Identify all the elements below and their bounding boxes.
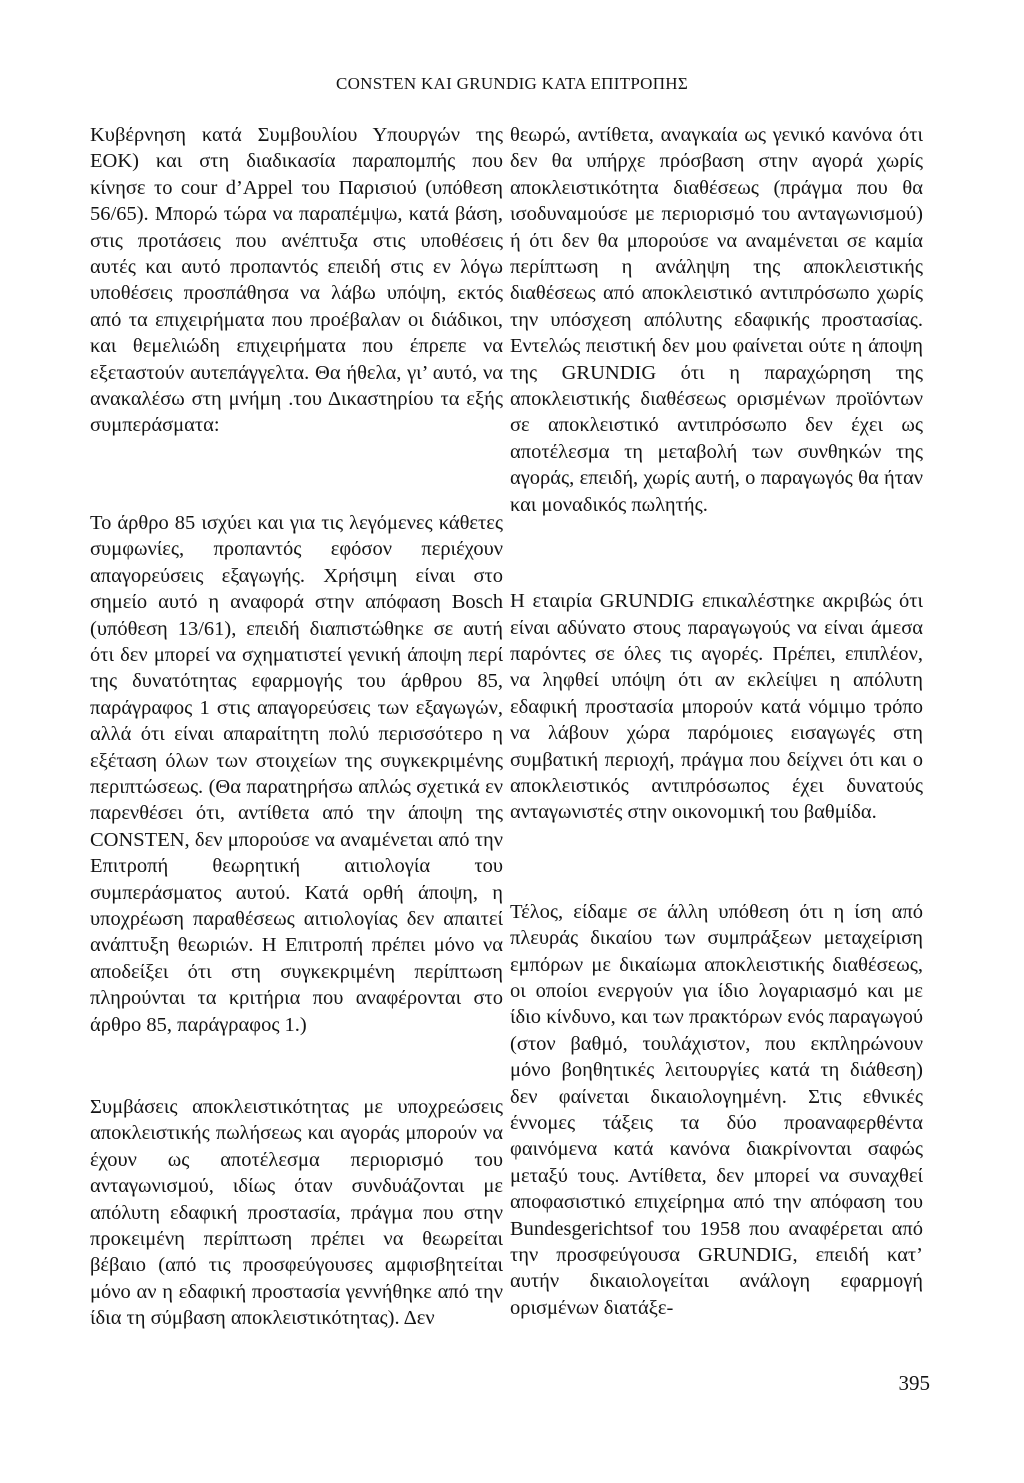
paragraph: Κυβέρνηση κατά Συμβουλίου Υπουργών της ΕΟΚ) και στη διαδικασία παραπομπής που κίνησε το cour d’Appel του Παρισιού (υπόθεση 56/65). Μπορώ τώρα να παραπέμψω, κατά βάση, στις προτάσεις που ανέπτυξα στις υποθέσεις αυτές και αυτό προπαντός επειδή στις εν λόγω υποθέσεις προσπάθησα να λάβω υπόψη, εκτός από τα επιχειρήματα που προέβαλαν οι διάδικοι, και θεμελιώδη επιχειρήματα που έπρεπε να εξεταστούν αυτεπάγγελτα. Θα ήθελα, γι’ αυτό, να ανακαλέσω στη μνήμη .του Δικαστηρίου τα εξής συμπεράσματα: <box>90 124 503 437</box>
paragraph: Το άρθρο 85 ισχύει και για τις λεγόμενες κάθετες συμφωνίες, προπαντός εφόσον περιέχουν απαγορεύσεις εξαγωγής. Χρήσιμη είναι στο σημείο αυτό η αναφορά στην απόφαση Bosch (υπόθεση 13/61), επειδή διαπιστώθηκε σε αυτή ότι δεν μπορεί να σχηματιστεί γενική άποψη περί της δυνατότητας εφαρμογής του άρθρου 85, παράγραφος 1 στις απαγορεύσεις των εξαγωγών, αλλά ότι είναι απαραίτητη πολύ περισσότερο η εξέταση όλων των στοιχείων της συγκεκριμένης περιπτώσεως. (Θα παρατηρήσω απλώς σχετικά εν παρενθέσει ότι, αντίθετα από την άποψη της CONSTEN, δεν μπορούσε να αναμένεται από την Επιτροπή θεωρητική αιτιολογία του συμπεράσματος αυτού. Κατά ορθή άποψη, η υποχρέωση παραθέσεως αιτιολογίας δεν απαιτεί ανάπτυξη θεωριών. Η Επιτροπή πρέπει μόνο να αποδείξει ότι στη συγκεκριμένη περίπτωση πληρούνται τα κριτήρια που αναφέρονται στο άρθρο 85, παράγραφος 1.) <box>90 511 503 1036</box>
paragraph: Συμβάσεις αποκλειστικότητας με υποχρεώσεις αποκλειστικής πωλήσεως και αγοράς μπορούν να έχουν ως αποτέλεσμα περιορισμό του ανταγωνισμού, ιδίως όταν συνδυάζονται με απόλυτη εδαφική προστασία, πράγμα που στην προκειμένη περίπτωση πρέπει να θεωρείται βέβαιο (από τις προσφεύγουσες αμφισβητείται μόνο αν η εδαφική προστασία γεννήθηκε από την ίδια τη σύμβαση αποκλειστικότητας). Δεν <box>90 1096 503 1330</box>
paragraph: θεωρώ, αντίθετα, αναγκαία ως γενικό κανόνα ότι δεν θα υπήρχε πρόσβαση στην αγορά χωρίς αποκλειστικότητα διαθέσεως (πράγμα που θα ισοδυναμούσε με περιορισμό του ανταγωνισμού) ή ότι δεν θα μπορούσε να αναμένεται σε καμία περίπτωση η ανάληψη της αποκλειστικής διαθέσεως από αποκλειστικό αντιπρόσωπο χωρίς την υπόσχεση απόλυτης εδαφικής προστασίας. Εντελώς πειστική δεν μου φαίνεται ούτε η άποψη της GRUNDIG ότι η παραχώρηση της αποκλειστικής διαθέσεως ορισμένων προϊόντων σε αποκλειστικό αντιπρόσωπο δεν έχει ως αποτέλεσμα τη μεταβολή των συνθηκών της αγοράς, επειδή, χωρίς αυτή, ο παραγωγός θα ήταν και μοναδικός πωλητής. <box>510 124 923 516</box>
right-column <box>510 122 923 1321</box>
page-number: 395 <box>898 1371 930 1395</box>
running-head: CONSTEN KAI GRUNDIG KATA ΕΠΙΤΡΟΠΗΣ <box>335 74 689 93</box>
paragraph: Η εταιρία GRUNDIG επικαλέστηκε ακριβώς ότι είναι αδύνατο στους παραγωγούς να είναι άμεσα παρόντες σε όλες τις αγορές. Πρέπει, επιπλέον, να ληφθεί υπόψη ότι αν εκλείψει η απόλυτη εδαφική προστασία μπορούν κατά νόμιμο τρόπο να λάβουν χώρα παρόμοιες εισαγωγές στη συμβατική περιοχή, πράγμα που δείχνει ότι και ο αποκλειστικός αντιπρόσωπος έχει δυνατούς ανταγωνιστές στην οικονομική του βαθμίδα. <box>510 590 923 824</box>
left-column <box>90 122 503 1332</box>
paragraph: Τέλος, είδαμε σε άλλη υπόθεση ότι η ίση από πλευράς δικαίου των συμπράξεων μεταχείριση εμπόρων με δικαίωμα αποκλειστικής διαθέσεως, οι οποίοι ενεργούν για ίδιο λογαριασμό και με ίδιο κίνδυνο, και των πρακτόρων ενός παραγωγού (στον βαθμό, τουλάχιστον, που εκπληρώνουν μόνο βοηθητικές λειτουργίες κατά τη διάθεση) δεν φαίνεται δικαιολογημένη. Στις εθνικές έννομες τάξεις τα δύο προαναφερθέντα φαινόμενα κατά κανόνα διακρίνονται σαφώς μεταξύ τους. Αντίθετα, δεν μπορεί να συναχθεί αποφασιστικό επιχείρημα από την απόφαση του Bundesgerichtsof του 1958 που αναφέρεται από την προσφεύγουσα GRUNDIG, επειδή κατ’ αυτήν δικαιολογείται ανάλογη εφαρμογή ορισμένων διατάξε- <box>510 900 923 1319</box>
